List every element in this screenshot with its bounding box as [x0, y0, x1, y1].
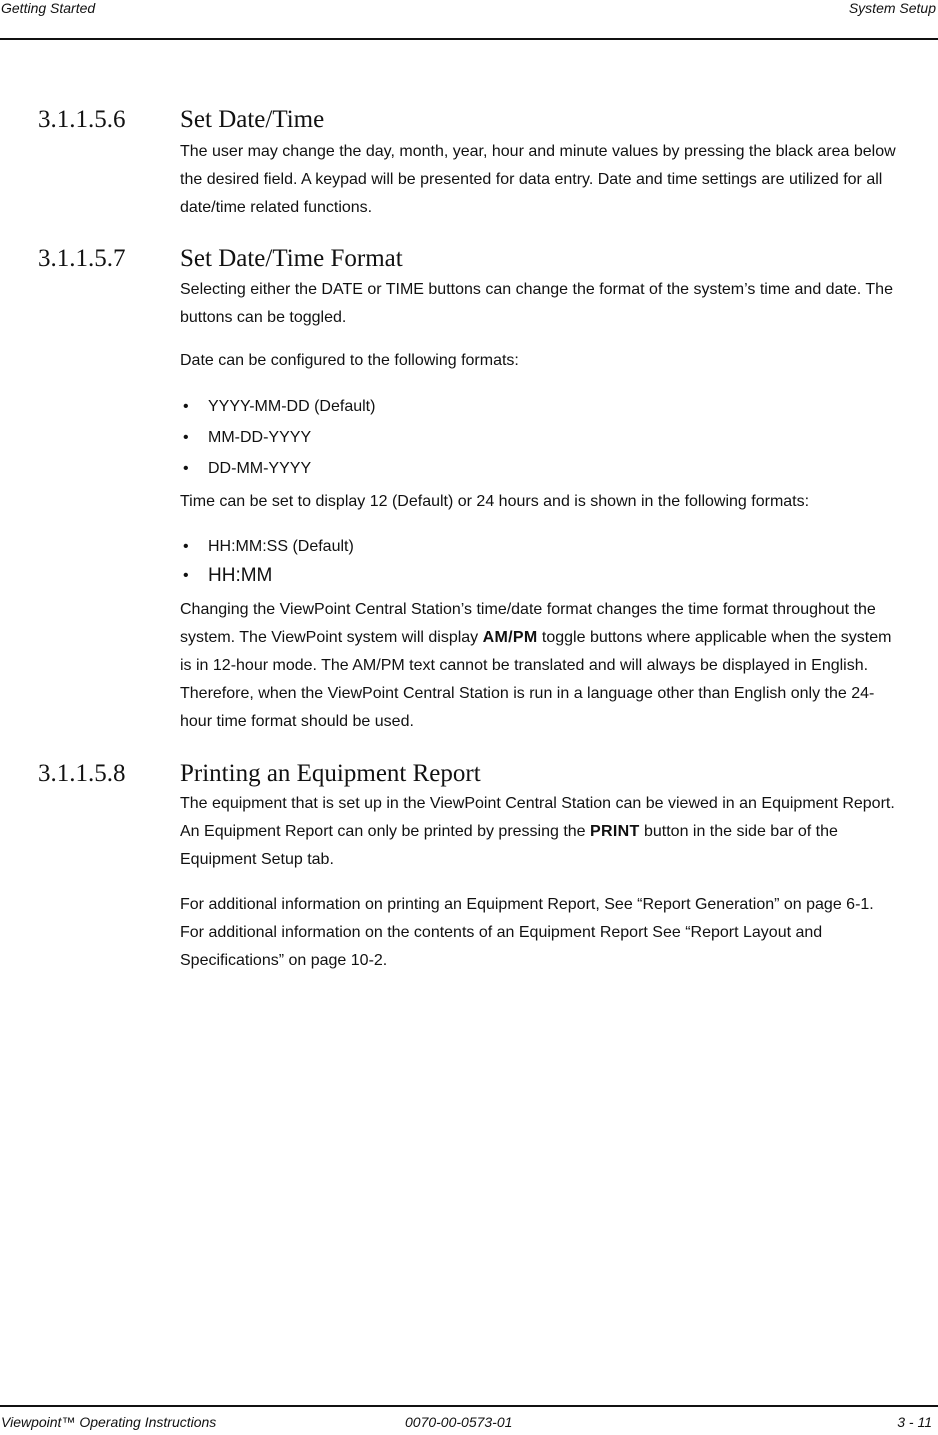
bullet-icon: • [183, 567, 189, 584]
paragraph: Date can be configured to the following formats: [180, 352, 519, 369]
list-item-text: YYYY-MM-DD (Default) [208, 398, 376, 415]
running-header-chapter: Getting Started [1, 0, 96, 16]
bullet-icon: • [183, 398, 189, 415]
section-number: 3.1.1.5.6 [38, 106, 126, 133]
list-item-text: HH:MM:SS (Default) [208, 538, 354, 555]
bullet-icon: • [183, 460, 189, 477]
paragraph-text: Changing the ViewPoint Central Station’s time/date format changes the time format throughout the system. The ViewPoint system will display [180, 601, 876, 646]
paragraph-text: The equipment that is set up in the ViewPoint Central Station can be viewed in an Equipment Report. An Equipment Report can only be printed by pressing the [180, 795, 895, 840]
paragraph-text: toggle buttons where applicable when the system is in 12-hour mode. The AM/PM text cannot be translated and will always be displayed in English. Therefore, when the ViewPoint Central Station is run in a language other than English only the 24-hour time format should be used. [180, 629, 892, 730]
list-item-text: DD-MM-YYYY [208, 460, 312, 477]
paragraph-text: button in the side bar of the Equipment Setup tab. [180, 823, 838, 868]
paragraph: Time can be set to display 12 (Default) or 24 hours and is shown in the following formats: [180, 493, 810, 510]
section-title: Set Date/Time [180, 106, 325, 133]
footer-page-number: 3 - 11 [897, 1414, 932, 1430]
am-pm-keyword: AM/PM [482, 629, 538, 646]
list-item-text: HH:MM [208, 565, 273, 586]
section-title: Printing an Equipment Report [180, 760, 481, 787]
paragraph: For additional information on printing an Equipment Report, See “Report Generation” on page 6-1. For additional information on the contents of an Equipment Report See “Report Layout and Specifications” on page 10-2. [180, 896, 874, 969]
header-rule [0, 38, 938, 40]
paragraph [180, 790, 900, 874]
section-number: 3.1.1.5.7 [38, 245, 126, 272]
paragraph: The user may change the day, month, year, hour and minute values by pressing the black area below the desired field. A keypad will be presented for data entry. Date and time settings are utilized for all date/time related functions. [180, 143, 896, 216]
list-item-text: MM-DD-YYYY [208, 429, 312, 446]
footer-rule [0, 1405, 938, 1407]
paragraph: Selecting either the DATE or TIME buttons can change the format of the system’s time and date. The buttons can be toggled. [180, 281, 893, 326]
footer-document-title: Viewpoint™ Operating Instructions [1, 1414, 217, 1430]
section-title: Set Date/Time Format [180, 245, 403, 272]
print-keyword: PRINT [590, 823, 640, 840]
bullet-icon: • [183, 429, 189, 446]
running-header-section: System Setup [848, 0, 936, 16]
paragraph [180, 596, 900, 736]
bullet-icon: • [183, 538, 189, 555]
footer-part-number: 0070-00-0573-01 [405, 1414, 513, 1430]
section-number: 3.1.1.5.8 [38, 760, 126, 787]
